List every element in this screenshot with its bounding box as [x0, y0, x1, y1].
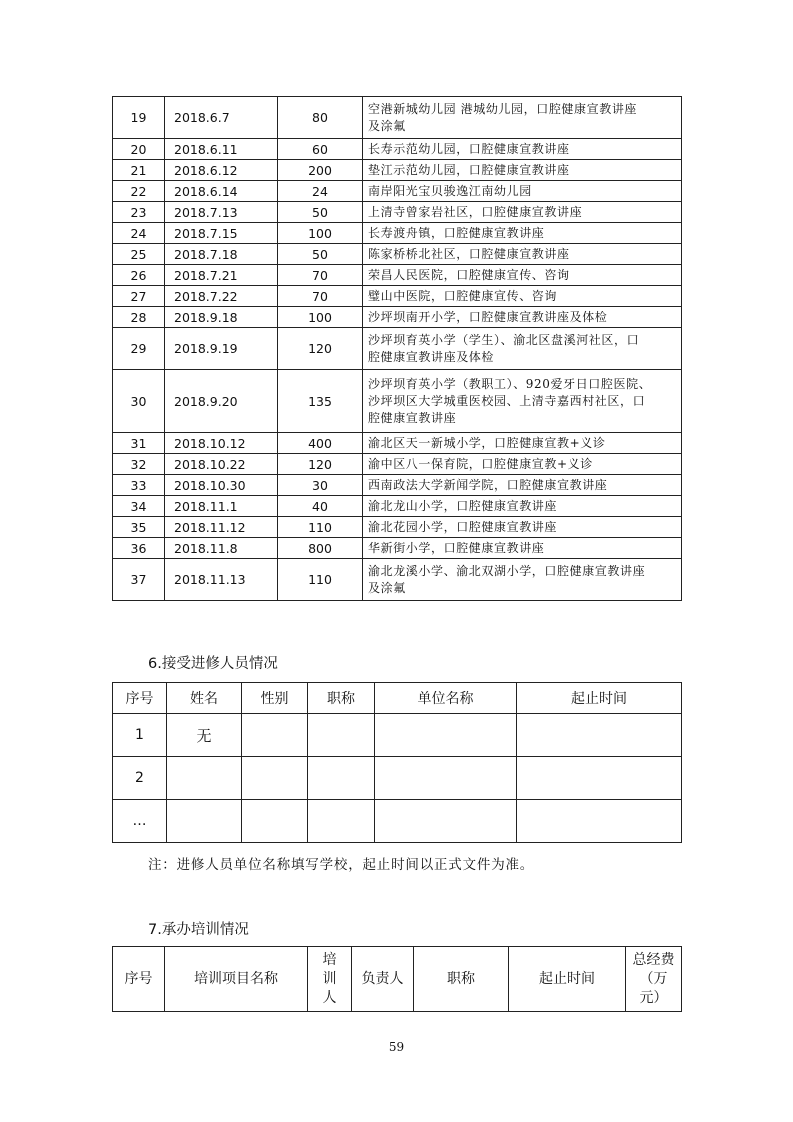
- row-date: 2018.10.22: [165, 454, 278, 475]
- row-name: [167, 757, 242, 800]
- row-count: 100: [278, 307, 363, 328]
- section-7-heading: 7.承办培训情况: [148, 922, 249, 938]
- row-count: 400: [278, 433, 363, 454]
- table-row: [113, 496, 682, 517]
- header-leader: 负责人: [352, 947, 414, 1012]
- row-description: [363, 97, 682, 139]
- row-description: [363, 244, 682, 265]
- table-row: [113, 370, 682, 433]
- header-total-funding: 总经费（万元）: [626, 947, 682, 1012]
- row-count: 60: [278, 139, 363, 160]
- row-no: 32: [113, 454, 165, 475]
- row-count: 50: [278, 244, 363, 265]
- row-date: 2018.9.18: [165, 307, 278, 328]
- description-line: 长寿渡舟镇，口腔健康宣教讲座: [368, 225, 545, 240]
- table-row: [113, 139, 682, 160]
- row-count: 110: [278, 559, 363, 601]
- row-name: 无: [167, 714, 242, 757]
- description-line: 长寿示范幼儿园，口腔健康宣教讲座: [368, 141, 570, 156]
- table-row: [113, 800, 682, 843]
- cell: [242, 800, 308, 843]
- table-row: [113, 454, 682, 475]
- header-no: 序号: [113, 683, 167, 714]
- row-date: 2018.11.8: [165, 538, 278, 559]
- row-no: 35: [113, 517, 165, 538]
- table-row: [113, 307, 682, 328]
- table-row: [113, 714, 682, 757]
- table-row: [113, 223, 682, 244]
- description-line: 上清寺曾家岩社区，口腔健康宣教讲座: [368, 204, 583, 219]
- row-description: [363, 202, 682, 223]
- row-no: 31: [113, 433, 165, 454]
- row-date: 2018.9.19: [165, 328, 278, 370]
- row-no: 22: [113, 181, 165, 202]
- cell: [517, 800, 682, 843]
- description-line: 渝北龙溪小学、渝北双湖小学，口腔健康宣教讲座: [368, 563, 646, 578]
- row-description: [363, 139, 682, 160]
- row-date: 2018.7.18: [165, 244, 278, 265]
- row-date: 2018.9.20: [165, 370, 278, 433]
- row-no: 37: [113, 559, 165, 601]
- table-row: [113, 517, 682, 538]
- description-line: 西南政法大学新闻学院，口腔健康宣教讲座: [368, 477, 608, 492]
- description-line: 沙坪坝育英小学（学生）、渝北区盘溪河社区，口: [368, 332, 640, 347]
- table-row: [113, 97, 682, 139]
- table-row: [113, 433, 682, 454]
- description-line: 沙坪坝南开小学，口腔健康宣教讲座及体检: [368, 309, 608, 324]
- table-row: [113, 160, 682, 181]
- row-no: 28: [113, 307, 165, 328]
- description-line: 陈家桥桥北社区，口腔健康宣教讲座: [368, 246, 570, 261]
- header-title: 职称: [308, 683, 375, 714]
- cell: [375, 714, 517, 757]
- row-description: [363, 475, 682, 496]
- row-description: [363, 223, 682, 244]
- row-no: 21: [113, 160, 165, 181]
- row-count: 50: [278, 202, 363, 223]
- row-no: 24: [113, 223, 165, 244]
- row-no: 20: [113, 139, 165, 160]
- row-no: 30: [113, 370, 165, 433]
- row-no: 34: [113, 496, 165, 517]
- cell: [242, 714, 308, 757]
- row-count: 70: [278, 265, 363, 286]
- row-description: [363, 265, 682, 286]
- table-row: [113, 475, 682, 496]
- row-description: [363, 559, 682, 601]
- row-count: 70: [278, 286, 363, 307]
- cell: [308, 757, 375, 800]
- table-row: [113, 559, 682, 601]
- row-count: 120: [278, 454, 363, 475]
- row-no: 1: [113, 714, 167, 757]
- row-no: …: [113, 800, 167, 843]
- description-line: 空港新城幼儿园 港城幼儿园，口腔健康宣教讲座: [368, 101, 638, 116]
- row-date: 2018.7.15: [165, 223, 278, 244]
- row-description: [363, 538, 682, 559]
- row-date: 2018.6.11: [165, 139, 278, 160]
- row-no: 33: [113, 475, 165, 496]
- cell: [308, 800, 375, 843]
- row-date: 2018.10.12: [165, 433, 278, 454]
- row-no: 23: [113, 202, 165, 223]
- row-date: 2018.6.7: [165, 97, 278, 139]
- page-number: 59: [388, 1040, 405, 1054]
- description-line: 渝北花园小学，口腔健康宣教讲座: [368, 519, 558, 534]
- row-count: 200: [278, 160, 363, 181]
- table-row: [113, 244, 682, 265]
- header-period: 起止时间: [517, 683, 682, 714]
- description-line: 渝北区天一新城小学，口腔健康宣教+义诊: [368, 435, 606, 450]
- cell: [517, 714, 682, 757]
- description-line: 华新街小学，口腔健康宣教讲座: [368, 540, 545, 555]
- header-no: 序号: [113, 947, 165, 1012]
- row-no: 19: [113, 97, 165, 139]
- row-date: 2018.7.13: [165, 202, 278, 223]
- table-row: [113, 286, 682, 307]
- trainee-header-row: [113, 683, 682, 714]
- cell: [242, 757, 308, 800]
- table-row: [113, 181, 682, 202]
- table-row: [113, 202, 682, 223]
- row-description: [363, 370, 682, 433]
- row-count: 24: [278, 181, 363, 202]
- row-description: [363, 433, 682, 454]
- description-line: 腔健康宣教讲座: [368, 410, 457, 425]
- row-no: 27: [113, 286, 165, 307]
- header-name: 姓名: [167, 683, 242, 714]
- activity-table: [112, 96, 682, 601]
- row-description: [363, 454, 682, 475]
- description-line: 垫江示范幼儿园，口腔健康宣教讲座: [368, 162, 570, 177]
- row-no: 2: [113, 757, 167, 800]
- header-title: 职称: [414, 947, 509, 1012]
- table-row: [113, 265, 682, 286]
- row-count: 120: [278, 328, 363, 370]
- row-description: [363, 328, 682, 370]
- cell: [517, 757, 682, 800]
- cell: [375, 757, 517, 800]
- cell: [308, 714, 375, 757]
- row-date: 2018.11.1: [165, 496, 278, 517]
- section-6-heading: 6.接受进修人员情况: [148, 656, 278, 672]
- header-unit: 单位名称: [375, 683, 517, 714]
- table-row: [113, 538, 682, 559]
- row-count: 800: [278, 538, 363, 559]
- row-count: 30: [278, 475, 363, 496]
- header-gender: 性别: [242, 683, 308, 714]
- row-date: 2018.11.13: [165, 559, 278, 601]
- row-count: 135: [278, 370, 363, 433]
- trainee-table: [112, 682, 682, 843]
- row-description: [363, 160, 682, 181]
- description-line: 渝北龙山小学，口腔健康宣教讲座: [368, 498, 558, 513]
- row-description: [363, 181, 682, 202]
- row-no: 26: [113, 265, 165, 286]
- row-date: 2018.7.21: [165, 265, 278, 286]
- activity-table-body: [113, 97, 682, 601]
- description-line: 渝中区八一保育院，口腔健康宣教+义诊: [368, 456, 593, 471]
- row-count: 100: [278, 223, 363, 244]
- description-line: 璧山中医院，口腔健康宣传、咨询: [368, 288, 558, 303]
- header-trainees: 培训人: [308, 947, 352, 1012]
- cell: [375, 800, 517, 843]
- table-row: [113, 328, 682, 370]
- row-description: [363, 307, 682, 328]
- table-row: [113, 757, 682, 800]
- description-line: 及涂氟: [368, 118, 406, 133]
- row-count: 40: [278, 496, 363, 517]
- row-description: [363, 286, 682, 307]
- row-description: [363, 496, 682, 517]
- row-description: [363, 517, 682, 538]
- row-count: 80: [278, 97, 363, 139]
- row-no: 25: [113, 244, 165, 265]
- description-line: 荣昌人民医院，口腔健康宣传、咨询: [368, 267, 570, 282]
- description-line: 及涂氟: [368, 580, 406, 595]
- training-table: [112, 946, 682, 1012]
- description-line: 沙坪坝区大学城重医校园、上清寺嘉西村社区，口: [368, 393, 646, 408]
- row-no: 29: [113, 328, 165, 370]
- row-date: 2018.6.12: [165, 160, 278, 181]
- header-project-name: 培训项目名称: [165, 947, 308, 1012]
- row-count: 110: [278, 517, 363, 538]
- row-date: 2018.7.22: [165, 286, 278, 307]
- row-date: 2018.10.30: [165, 475, 278, 496]
- trainee-note: 注：进修人员单位名称填写学校，起止时间以正式文件为准。: [148, 857, 535, 873]
- description-line: 南岸阳光宝贝骏逸江南幼儿园: [368, 183, 532, 198]
- row-date: 2018.6.14: [165, 181, 278, 202]
- description-line: 沙坪坝育英小学（教职工）、920爱牙日口腔医院、: [368, 376, 652, 391]
- header-period: 起止时间: [509, 947, 626, 1012]
- row-no: 36: [113, 538, 165, 559]
- row-date: 2018.11.12: [165, 517, 278, 538]
- training-header-row: [113, 947, 682, 1012]
- description-line: 腔健康宣教讲座及体检: [368, 349, 495, 364]
- row-name: [167, 800, 242, 843]
